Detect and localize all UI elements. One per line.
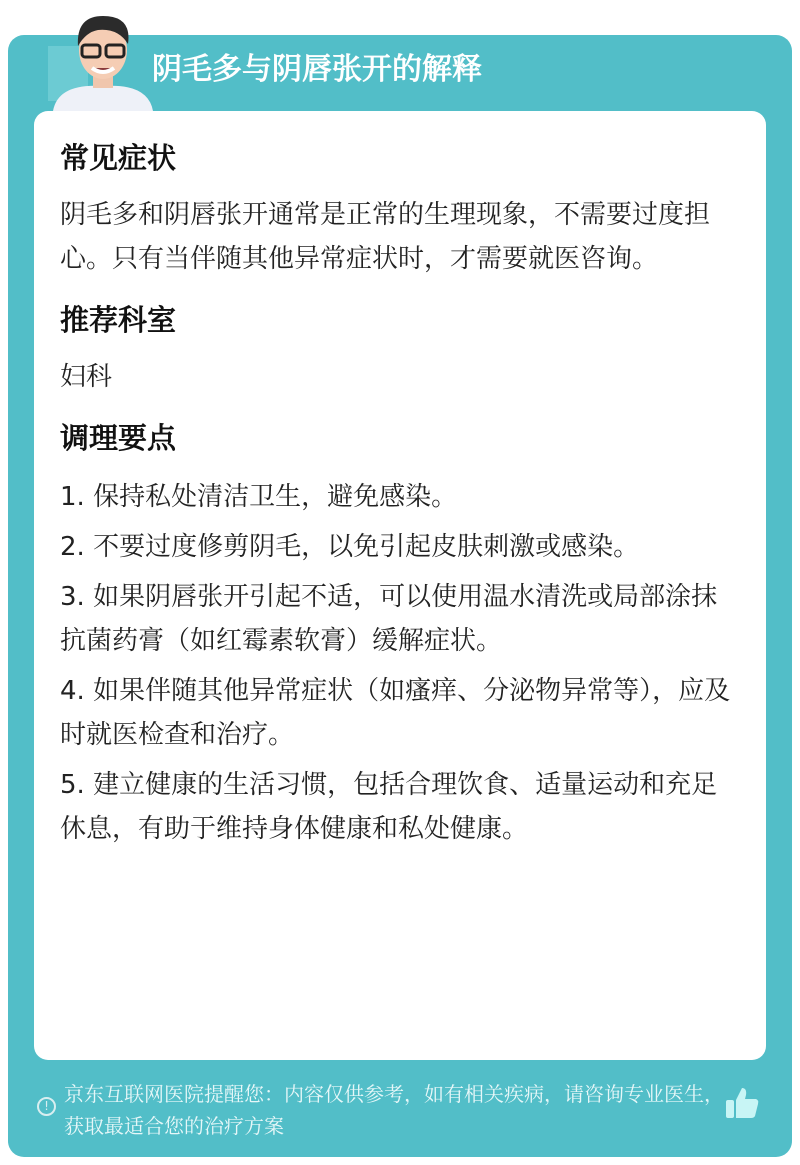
care-heading: 调理要点 — [60, 421, 177, 455]
disclaimer-text: 京东互联网医院提醒您：内容仅供参考，如有相关疾病，请咨询专业医生，获取最适合您的治疗方案 — [64, 1082, 724, 1138]
list-item: 2. 不要过度修剪阴毛，以免引起皮肤刺激或感染。 — [60, 532, 640, 562]
list-item: 1. 保持私处清洁卫生，避免感染。 — [60, 482, 458, 512]
list-item: 4. 如果伴随其他异常症状（如瘙痒、分泌物异常等），应及时就医检查和治疗。 — [60, 676, 731, 750]
content-card — [34, 111, 766, 1060]
list-item: 3. 如果阴唇张开引起不适，可以使用温水清洗或局部涂抹抗菌药膏（如红霉素软膏）缓解症状。 — [60, 582, 718, 656]
info-icon: ! — [37, 1097, 56, 1116]
list-item: 5. 建立健康的生活习惯，包括合理饮食、适量运动和充足休息，有助于维持身体健康和私处健康。 — [60, 770, 718, 844]
page-title: 阴毛多与阴唇张开的解释 — [152, 52, 482, 87]
symptoms-text: 阴毛多和阴唇张开通常是正常的生理现象，不需要过度担心。只有当伴随其他异常症状时，才需要就医咨询。 — [60, 200, 711, 274]
thumbs-up-icon[interactable] — [724, 1086, 760, 1120]
doctor-avatar-icon — [48, 8, 158, 111]
department-heading: 推荐科室 — [60, 303, 177, 337]
symptoms-heading: 常见症状 — [60, 141, 177, 175]
department-text: 妇科 — [60, 362, 113, 392]
care-list — [60, 475, 740, 851]
